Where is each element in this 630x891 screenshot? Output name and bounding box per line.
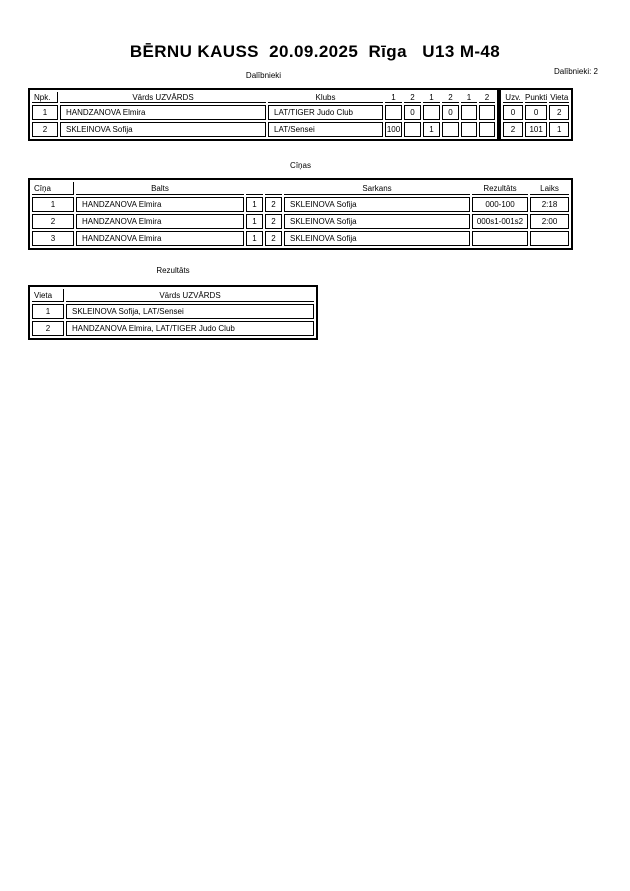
- red-num-cell: 2: [265, 231, 282, 246]
- header-time: Laiks: [530, 182, 569, 195]
- section-label-participants: Dalībnieki: [245, 71, 282, 80]
- score-cell: [479, 122, 495, 137]
- score-cell: [479, 105, 495, 120]
- header-points: Punkti: [525, 92, 548, 102]
- results-header-row: [32, 289, 314, 302]
- header-place: Vieta: [550, 92, 569, 102]
- time-cell: 2:00: [530, 214, 569, 229]
- header-round-2: 2: [404, 92, 421, 103]
- header-round-4: 2: [442, 92, 459, 103]
- result-row: [32, 321, 314, 336]
- result-row: [32, 304, 314, 319]
- standings-row: [503, 105, 569, 120]
- participants-standings-table: [499, 88, 573, 141]
- results-table-wrap: [28, 285, 318, 340]
- header-result: Rezultāts: [472, 182, 528, 195]
- fights-table-wrap: [28, 178, 573, 250]
- name-cell: HANDZANOVA Elmira: [60, 105, 266, 120]
- fight-number-cell: 3: [32, 231, 74, 246]
- red-fighter-cell: SKLEINOVA Sofija: [284, 231, 470, 246]
- standings-row: [503, 122, 569, 137]
- participants-table: [28, 88, 499, 141]
- wins-cell: 0: [503, 105, 523, 120]
- fights-table: [28, 178, 573, 250]
- place-cell: 1: [32, 304, 64, 319]
- fights-header-row: [32, 182, 569, 195]
- score-cell: 0: [404, 105, 421, 120]
- header-red-num: [265, 182, 282, 195]
- participant-row: [32, 122, 495, 137]
- header-fight: Cīņa: [32, 182, 74, 195]
- red-fighter-cell: SKLEINOVA Sofija: [284, 214, 470, 229]
- red-num-cell: 2: [265, 214, 282, 229]
- score-cell: 100: [385, 122, 402, 137]
- fight-row: [32, 214, 569, 229]
- score-cell: 1: [423, 122, 440, 137]
- header-name: Vārds UZVĀRDS: [66, 289, 314, 302]
- white-fighter-cell: HANDZANOVA Elmira: [76, 214, 244, 229]
- white-num-cell: 1: [246, 214, 263, 229]
- header-npk: Npk.: [32, 92, 58, 103]
- score-cell: [423, 105, 440, 120]
- white-num-cell: 1: [246, 231, 263, 246]
- score-cell: [404, 122, 421, 137]
- club-cell: LAT/Sensei: [268, 122, 383, 137]
- header-round-1: 1: [385, 92, 402, 103]
- score-cell: [461, 122, 477, 137]
- fight-row: [32, 197, 569, 212]
- score-cell: [442, 122, 459, 137]
- participants-count: Dalībnieki: 2: [553, 67, 598, 76]
- results-table: [28, 285, 318, 340]
- score-cell: [385, 105, 402, 120]
- header-name: Vārds UZVĀRDS: [60, 92, 266, 103]
- result-cell: 000-100: [472, 197, 528, 212]
- white-num-cell: 1: [246, 197, 263, 212]
- result-cell: 000s1-001s2: [472, 214, 528, 229]
- club-cell: LAT/TIGER Judo Club: [268, 105, 383, 120]
- points-cell: 0: [525, 105, 547, 120]
- page-title: BĒRNU KAUSS 20.09.2025 Rīga U13 M-48: [129, 42, 501, 61]
- npk-cell: 2: [32, 122, 58, 137]
- header-wins: Uzv.: [503, 92, 523, 103]
- points-cell: 101: [525, 122, 547, 137]
- name-cell: SKLEINOVA Sofija: [60, 122, 266, 137]
- header-place: Vieta: [32, 289, 64, 302]
- result-name-cell: HANDZANOVA Elmira, LAT/TIGER Judo Club: [66, 321, 314, 336]
- time-cell: 2:18: [530, 197, 569, 212]
- participant-row: [32, 105, 495, 120]
- header-round-6: 2: [479, 92, 495, 103]
- header-club: Klubs: [268, 92, 383, 103]
- place-cell: 2: [549, 105, 569, 120]
- red-num-cell: 2: [265, 197, 282, 212]
- time-cell: [530, 231, 569, 246]
- fight-number-cell: 2: [32, 214, 74, 229]
- result-name-cell: SKLEINOVA Sofija, LAT/Sensei: [66, 304, 314, 319]
- header-round-3: 1: [423, 92, 440, 103]
- fight-number-cell: 1: [32, 197, 74, 212]
- header-white: Balts: [76, 182, 244, 195]
- score-cell: 0: [442, 105, 459, 120]
- header-white-num: [246, 182, 263, 195]
- score-cell: [461, 105, 477, 120]
- place-cell: 1: [549, 122, 569, 137]
- result-cell: [472, 231, 528, 246]
- participants-header-row: [32, 92, 495, 103]
- standings-header-row: [503, 92, 569, 103]
- header-red: Sarkans: [284, 182, 470, 195]
- wins-cell: 2: [503, 122, 523, 137]
- header-round-5: 1: [461, 92, 477, 103]
- npk-cell: 1: [32, 105, 58, 120]
- place-cell: 2: [32, 321, 64, 336]
- section-label-results: Rezultāts: [156, 266, 190, 275]
- fight-row: [32, 231, 569, 246]
- section-label-fights: Cīņas: [290, 161, 311, 170]
- red-fighter-cell: SKLEINOVA Sofija: [284, 197, 470, 212]
- white-fighter-cell: HANDZANOVA Elmira: [76, 231, 244, 246]
- white-fighter-cell: HANDZANOVA Elmira: [76, 197, 244, 212]
- participants-table-group: [28, 88, 573, 141]
